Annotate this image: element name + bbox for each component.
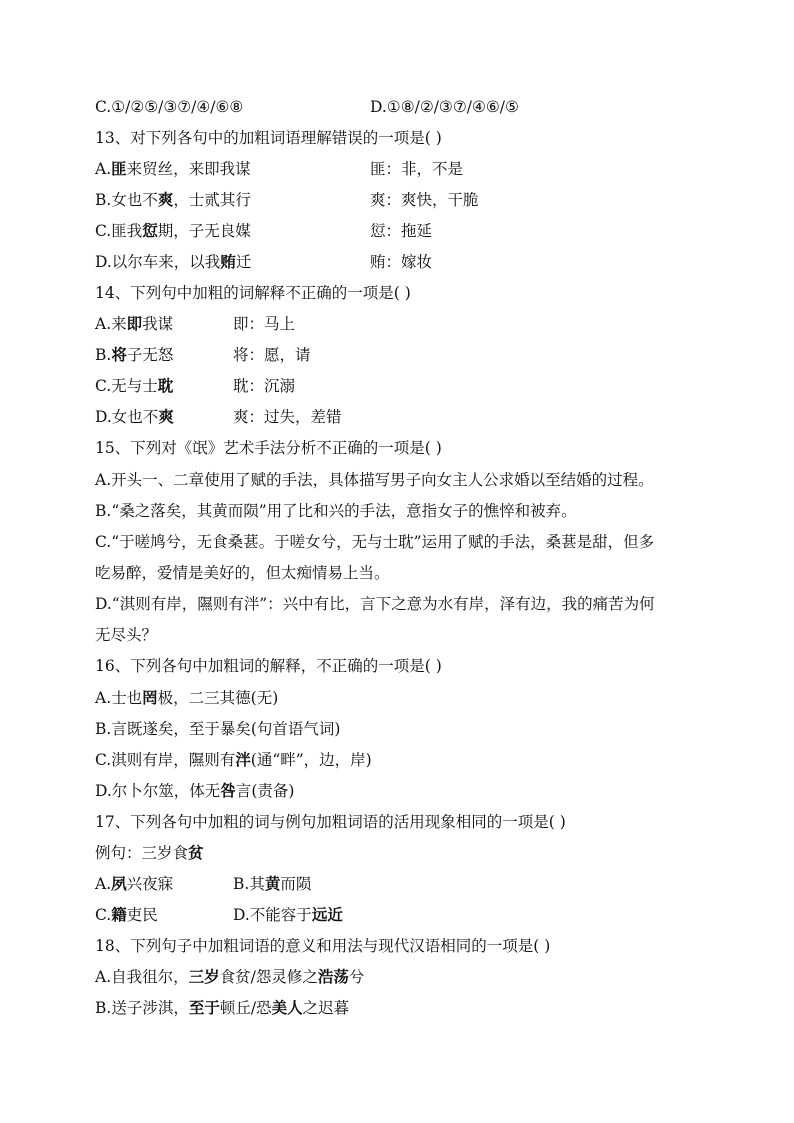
question-17: 17、下列各句中加粗的词与例句加粗词语的活用现象相同的一项是( ) <box>95 813 566 831</box>
q15-option-a: A.开头一、二章使用了赋的手法，具体描写男子向女主人公求婚以至结婚的过程。 <box>95 471 654 489</box>
bold-word: 贿 <box>220 252 236 271</box>
bold-word: 将 <box>111 345 127 364</box>
explanation: 愆：拖延 <box>370 222 433 240</box>
q18-option-a: A.自我徂尔，三岁食贫/怨灵修之浩荡兮 <box>95 967 365 986</box>
explanation: 将：愿，请 <box>233 346 311 364</box>
question-14: 14、下列句中加粗的词解释不正确的一项是( ) <box>95 284 411 302</box>
bold-word: 浩荡 <box>317 967 349 986</box>
q14-option-b: B.将子无怒 将：愿，请 <box>95 345 311 364</box>
question-18: 18、下列句子中加粗词语的意义和用法与现代汉语相同的一项是( ) <box>95 937 551 955</box>
q16-option-c: C.淇则有岸，隰则有泮(通“畔”，边，岸) <box>95 750 372 769</box>
q15-option-c: C.“于嗟鸠兮，无食桑葚。于嗟女兮，无与士耽”运用了赋的手法，桑葚是甜，但多 <box>95 533 655 551</box>
question-15: 15、下列对《氓》艺术手法分析不正确的一项是( ) <box>95 439 442 457</box>
q15-option-d: D.“淇则有岸，隰则有泮”：兴中有比，言下之意为水有岸，泽有边，我的痛苦为何 <box>95 595 655 613</box>
bold-word: 耽 <box>157 376 174 395</box>
question-13: 13、对下列各句中的加粗词语理解错误的一项是( ) <box>95 129 442 147</box>
bold-word: 罔 <box>142 688 158 707</box>
bold-word: 贫 <box>188 843 204 862</box>
q16-option-a: A.士也罔极，二三其德(无) <box>95 688 279 707</box>
bold-word: 黄 <box>264 874 281 893</box>
q14-option-c: C.无与士耽 耽：沉溺 <box>95 376 296 395</box>
q17-example: 例句：三岁食贫 <box>95 843 204 862</box>
option-c: C.①/②⑤/③⑦/④/⑥⑧ <box>95 98 244 116</box>
q16-option-b: B.言既遂矣，至于暴矣(句首语气词) <box>95 720 341 738</box>
bold-word: 愆 <box>142 221 158 240</box>
bold-word: 籍 <box>111 905 127 924</box>
bold-word: 爽 <box>157 190 174 209</box>
q17-options-cd: C.籍吏民 D.不能容于远近 <box>95 905 343 924</box>
q15-option-c-cont: 吃易醉，爱情是美好的，但太痴情易上当。 <box>95 564 390 582</box>
bold-word: 三岁 <box>188 967 220 986</box>
explanation: 爽：爽快，干脆 <box>370 191 479 209</box>
q15-option-d-cont: 无尽头？ <box>95 626 158 644</box>
explanation: 贿：嫁妆 <box>370 253 433 271</box>
explanation: 耽：沉溺 <box>233 377 296 395</box>
q14-option-a: A.来即我谋 即：马上 <box>95 314 296 333</box>
bold-word: 即 <box>126 314 143 333</box>
option-d: D.①⑧/②/③⑦/④⑥/⑤ <box>370 98 519 116</box>
bold-word: 咎 <box>220 781 236 800</box>
q13-option-d: D.以尔车来，以我贿迁 贿：嫁妆 <box>95 252 433 271</box>
q13-option-b: B.女也不爽，士贰其行 爽：爽快，干脆 <box>95 190 479 209</box>
bold-word: 远近 <box>311 905 343 924</box>
bold-word: 爽 <box>158 407 174 426</box>
q13-option-c: C.匪我愆期，子无良媒 愆：拖延 <box>95 221 433 240</box>
bold-word: 至于 <box>188 998 220 1017</box>
explanation: 即：马上 <box>233 315 296 333</box>
q13-option-a: A.匪来贸丝，来即我谋 匪：非，不是 <box>95 159 464 178</box>
bold-word: 美人 <box>271 998 303 1017</box>
q14-option-d: D.女也不爽 爽：过失，差错 <box>95 407 342 426</box>
bold-word: 夙 <box>111 874 127 893</box>
option-b: B.其黄而陨 <box>233 874 312 893</box>
bold-word: 匪 <box>111 159 127 178</box>
bold-word: 泮 <box>235 750 251 769</box>
q15-option-b: B.“桑之落矣，其黄而陨”用了比和兴的手法，意指女子的憔悴和被弃。 <box>95 502 577 520</box>
question-16: 16、下列各句中加粗词的解释，不正确的一项是( ) <box>95 657 442 675</box>
explanation: 爽：过失，差错 <box>233 408 342 426</box>
explanation: 匪：非，不是 <box>370 160 464 178</box>
q18-option-b: B.送子涉淇，至于顿丘/恐美人之迟暮 <box>95 998 350 1017</box>
q12-options-cd <box>95 97 519 117</box>
option-d: D.不能容于远近 <box>233 905 343 924</box>
q17-options-ab: A.夙兴夜寐 B.其黄而陨 <box>95 874 312 893</box>
q16-option-d: D.尔卜尔筮，体无咎言(责备) <box>95 781 295 800</box>
